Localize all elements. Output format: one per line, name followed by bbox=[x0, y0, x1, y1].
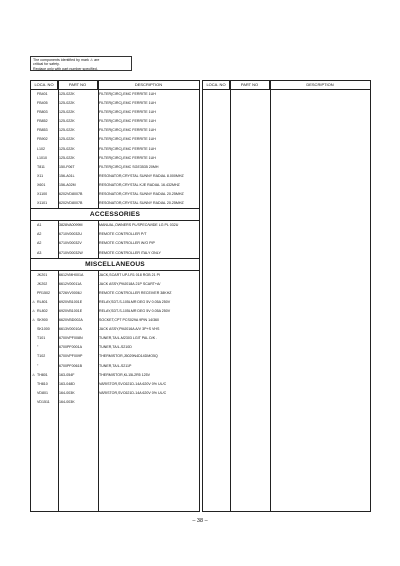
loca-text: VD1511 bbox=[37, 399, 50, 404]
part-cell: 125-022K bbox=[59, 146, 75, 151]
desc-cell: MANUAL,OWNERS PL/SPEC/WIDE LG PL 032U bbox=[99, 223, 179, 228]
loca-cell bbox=[31, 298, 58, 307]
warning-triangle-icon: ⚠ bbox=[32, 372, 36, 377]
loca-text: SK1000 bbox=[37, 327, 50, 332]
desc-cell: RESONATOR,CRYSTAL SUNNY RADIAL 8.000MHZ bbox=[99, 173, 184, 178]
loca-text: JK201 bbox=[37, 272, 48, 277]
accessories-section bbox=[31, 221, 199, 257]
loca-text: FB405 bbox=[37, 101, 48, 106]
page-number: – 38 – bbox=[192, 518, 208, 524]
loca-text: T811 bbox=[37, 164, 45, 169]
table-row bbox=[31, 362, 199, 371]
table-row bbox=[31, 126, 199, 135]
table-header bbox=[31, 81, 199, 90]
safety-notice bbox=[30, 56, 132, 71]
desc-cell: FILTER(CIRC),EMC SGE3535 20MH bbox=[99, 164, 159, 169]
loca-text: FB401 bbox=[37, 92, 48, 96]
loca-cell bbox=[31, 249, 58, 258]
loca-text: A3 bbox=[37, 250, 42, 255]
table-row bbox=[31, 199, 199, 208]
loca-cell bbox=[31, 289, 58, 298]
desc-cell bbox=[98, 398, 199, 407]
table-row bbox=[31, 230, 199, 239]
part-cell: 3828VA0099M bbox=[59, 223, 83, 228]
loca-text: VD801 bbox=[37, 390, 48, 395]
warning-triangle-icon: ⚠ bbox=[32, 299, 36, 304]
notice-line1: The components identified by mark bbox=[33, 58, 89, 62]
desc-cell: FILTER(CIRC),EMC FERRITE 1UH bbox=[99, 128, 156, 133]
loca-text: T101 bbox=[37, 336, 46, 341]
loca-cell bbox=[31, 398, 58, 407]
table-row bbox=[31, 249, 199, 258]
loca-cell bbox=[31, 230, 58, 239]
part-cell: 6612V00011A bbox=[59, 281, 82, 286]
loca-cell bbox=[31, 163, 58, 172]
loca-text: FB803 bbox=[37, 110, 48, 115]
desc-cell: FILTER(CIRC),EMC FERRITE 1UH bbox=[99, 119, 156, 124]
desc-cell: TUNER,TA/L-S210D bbox=[99, 345, 132, 350]
loca-text: A2 bbox=[37, 241, 42, 246]
desc-cell: REMOTE CONTROLLER RECEIVER 38KHZ bbox=[99, 290, 172, 295]
loca-text: RL802 bbox=[37, 308, 48, 313]
table-row bbox=[31, 221, 199, 230]
part-cell: 6700PF0061B bbox=[59, 363, 82, 368]
loca-cell bbox=[31, 199, 58, 208]
part-cell: 125-022K bbox=[59, 101, 75, 106]
part-cell: 125-022K bbox=[59, 92, 75, 96]
loca-cell bbox=[31, 190, 58, 199]
loca-cell bbox=[31, 117, 58, 126]
table-row bbox=[31, 343, 199, 352]
desc-cell: THERMISTOR,J5029N4D14DMO5Q bbox=[99, 354, 158, 359]
desc-cell: REMOTE CONTROLLER P/T bbox=[99, 232, 147, 237]
desc-cell: JACK ASSY,PMJ018A 21P SCART+A/ bbox=[99, 281, 161, 286]
table-row bbox=[31, 307, 199, 316]
desc-cell: JACK ASSY,PMJ016A A/V 3P+S VHS bbox=[99, 327, 160, 332]
table-row bbox=[31, 289, 199, 298]
warning-triangle-icon: ⚠ bbox=[89, 58, 94, 62]
loca-cell bbox=[31, 280, 58, 289]
loca-cell bbox=[31, 389, 58, 398]
loca-text: FB853 bbox=[37, 128, 48, 133]
loca-cell bbox=[31, 334, 58, 343]
desc-cell: JACK,SCART UPJ-R1 018 RGB 21 PI bbox=[99, 272, 160, 277]
loca-text: TH801 bbox=[37, 372, 48, 377]
loca-cell bbox=[31, 181, 58, 190]
warning-triangle-icon: ⚠ bbox=[32, 308, 36, 313]
table-row bbox=[31, 389, 199, 398]
part-cell: 125-022K bbox=[59, 128, 75, 133]
part-cell: 125-022K bbox=[59, 110, 75, 115]
table-row bbox=[31, 371, 199, 380]
loca-cell bbox=[31, 316, 58, 325]
table-row bbox=[31, 271, 199, 280]
desc-cell: SOCKET,CPT PCS029A 9PIN 14/360 bbox=[99, 318, 160, 323]
table-row bbox=[31, 325, 199, 334]
loca-text: X1100 bbox=[37, 192, 48, 197]
loca-cell bbox=[31, 126, 58, 135]
part-cell: 6920VB1001E bbox=[59, 299, 83, 304]
loca-text: L1010 bbox=[37, 155, 47, 160]
loca-cell bbox=[31, 172, 58, 181]
notice-line1-end: are bbox=[94, 58, 100, 62]
part-cell: 125-022K bbox=[59, 155, 75, 160]
loca-text: FB902 bbox=[37, 137, 48, 142]
part-cell: 163-054F bbox=[59, 372, 75, 377]
loca-cell bbox=[31, 362, 58, 371]
desc-cell: FILTER(CIRC),EMC FERRITE 1UH bbox=[99, 110, 156, 115]
part-cell: 6710V00032V bbox=[59, 241, 82, 246]
desc-cell: RESONATOR,CRYSTAL SUNNY RADIAL 20.25MHZ bbox=[99, 192, 184, 197]
part-cell: 150-F06T bbox=[59, 164, 75, 169]
section-title-misc: MISCELLANEOUS bbox=[31, 258, 199, 271]
parts-table-right bbox=[202, 80, 371, 512]
table-row bbox=[31, 280, 199, 289]
table-row bbox=[31, 145, 199, 154]
loca-cell bbox=[31, 135, 58, 144]
loca-text: X11 bbox=[37, 173, 44, 178]
misc-section bbox=[31, 271, 199, 407]
column-rules bbox=[203, 81, 370, 511]
loca-text: X1101 bbox=[37, 201, 48, 206]
loca-cell bbox=[31, 90, 58, 99]
loca-text: L102 bbox=[37, 146, 45, 151]
loca-cell bbox=[31, 343, 58, 352]
table-row bbox=[31, 135, 199, 144]
loca-text: RL801 bbox=[37, 299, 48, 304]
part-cell: 6726VV0006J bbox=[59, 290, 82, 295]
loca-cell bbox=[31, 352, 58, 361]
desc-cell: RELAY,SDT-S-105LMR DEG 5V 0.05A 250V bbox=[99, 299, 171, 304]
loca-cell bbox=[31, 99, 58, 108]
part-cell: 6700VPF009P bbox=[59, 354, 83, 359]
loca-cell bbox=[31, 271, 58, 280]
part-cell: 6612VMH001A bbox=[59, 272, 84, 277]
part-cell: 6710V00032W bbox=[59, 250, 83, 255]
part-cell: 125-022K bbox=[59, 137, 75, 142]
table-row bbox=[31, 298, 199, 307]
part-cell: 6710V00032U bbox=[59, 232, 82, 237]
part-cell: 6202VD8007B bbox=[59, 192, 83, 197]
header-loca: LOCA. NO bbox=[31, 81, 58, 89]
loca-text: X601 bbox=[37, 182, 46, 187]
part-cell: 156-A02M bbox=[59, 182, 76, 187]
parts-table-left bbox=[30, 80, 200, 512]
header-desc: DESCRIPTION bbox=[134, 82, 163, 87]
loca-cell bbox=[31, 380, 58, 389]
loca-text: A1 bbox=[37, 223, 42, 228]
table-row bbox=[31, 239, 199, 248]
notice-line2: critical for safety. bbox=[33, 62, 60, 67]
table-row bbox=[31, 316, 199, 325]
part-cell: 6700VPF008N bbox=[59, 336, 83, 341]
table-row bbox=[31, 352, 199, 361]
header-desc: DESCRIPTION bbox=[306, 82, 334, 87]
loca-text: T102 bbox=[37, 354, 46, 359]
table-row bbox=[31, 190, 199, 199]
table-row bbox=[31, 380, 199, 389]
part-cell: 6620VBD002A bbox=[59, 318, 83, 323]
desc-cell: THERMISTOR,KL15L2R5 125V bbox=[99, 372, 151, 377]
desc-cell: RESONATOR,CRYSTAL KJE RADIAL 16.432MHZ bbox=[99, 182, 180, 187]
loca-text: JK202 bbox=[37, 281, 48, 286]
desc-cell: TUNER,TA/L-S211P bbox=[99, 363, 132, 368]
desc-cell: FILTER(CIRC),EMC FERRITE 1UH bbox=[99, 146, 156, 151]
loca-cell bbox=[31, 325, 58, 334]
loca-text: FB852 bbox=[37, 119, 48, 124]
table-row bbox=[31, 99, 199, 108]
notice-line3: Replace only with part number specified. bbox=[33, 66, 98, 71]
loca-text: " bbox=[37, 363, 39, 368]
table-row bbox=[31, 334, 199, 343]
desc-cell: VARISTOR,SVC621D-14A 620V 0% UL/C bbox=[99, 381, 167, 386]
part-cell: 6920VB1001E bbox=[59, 308, 83, 313]
filter-section bbox=[31, 90, 199, 208]
loca-cell bbox=[31, 307, 58, 316]
loca-text: PR1502 bbox=[37, 290, 50, 295]
desc-cell: RESONATOR,CRYSTAL SUNNY RADIAL 20.25MHZ bbox=[99, 201, 184, 206]
part-cell: 6202VD8007B bbox=[59, 201, 83, 206]
loca-cell bbox=[31, 239, 58, 248]
header-part: PART NO bbox=[58, 81, 98, 89]
table-row bbox=[31, 90, 199, 99]
part-cell: 6700PF0001A bbox=[59, 345, 82, 350]
column-rule bbox=[270, 81, 271, 511]
desc-cell: FILTER(CIRC),EMC FERRITE 1UH bbox=[99, 155, 156, 160]
loca-cell bbox=[31, 221, 58, 230]
desc-cell: FILTER(CIRC),EMC FERRITE 1UH bbox=[99, 137, 156, 142]
warning-triangle-icon: ⚠ bbox=[32, 318, 36, 323]
section-title-accessories: ACCESSORIES bbox=[31, 208, 199, 221]
loca-cell bbox=[31, 154, 58, 163]
desc-cell: REMOTE CONTROLLER ITALY ONLY bbox=[99, 250, 161, 255]
part-cell: 164-003K bbox=[59, 399, 75, 404]
loca-cell bbox=[31, 371, 58, 380]
desc-cell: FILTER(CIRC),EMC FERRITE 1UH bbox=[99, 92, 156, 96]
desc-cell: REMOTE CONTROLLER W/O PIP bbox=[99, 241, 155, 246]
desc-cell: FILTER(CIRC),EMC FERRITE 1UH bbox=[99, 101, 156, 106]
table-row bbox=[31, 181, 199, 190]
part-cell: 6613V00010A bbox=[59, 327, 82, 332]
table-row bbox=[31, 172, 199, 181]
part-cell: 125-022K bbox=[59, 119, 75, 124]
table-row bbox=[31, 117, 199, 126]
loca-cell bbox=[31, 145, 58, 154]
part-cell: 164-003K bbox=[59, 390, 75, 395]
header-part: PART NO bbox=[230, 81, 270, 89]
loca-text: SK900 bbox=[37, 318, 48, 323]
table-row bbox=[31, 398, 199, 407]
loca-cell bbox=[31, 108, 58, 117]
table-header bbox=[203, 81, 370, 90]
loca-text: A2 bbox=[37, 232, 42, 237]
column-rule bbox=[230, 81, 231, 511]
loca-text: TH810 bbox=[37, 381, 48, 386]
desc-cell: RELAY,SDT-S-105LMR DEG 5V 0.05A 250V bbox=[99, 308, 171, 313]
desc-cell: TUNER,TA/L-M2303 LGIT PAL D/K . bbox=[99, 336, 158, 341]
table-row bbox=[31, 163, 199, 172]
loca-text: " bbox=[37, 345, 39, 350]
part-cell: 156-A01L bbox=[59, 173, 75, 178]
desc-cell: VARISTOR,SVC621D-14A 620V 0% UL/C bbox=[99, 390, 167, 395]
part-cell: 163-048D bbox=[59, 381, 75, 386]
header-loca: LOCA. NO bbox=[203, 81, 230, 89]
table-row bbox=[31, 154, 199, 163]
table-row bbox=[31, 108, 199, 117]
